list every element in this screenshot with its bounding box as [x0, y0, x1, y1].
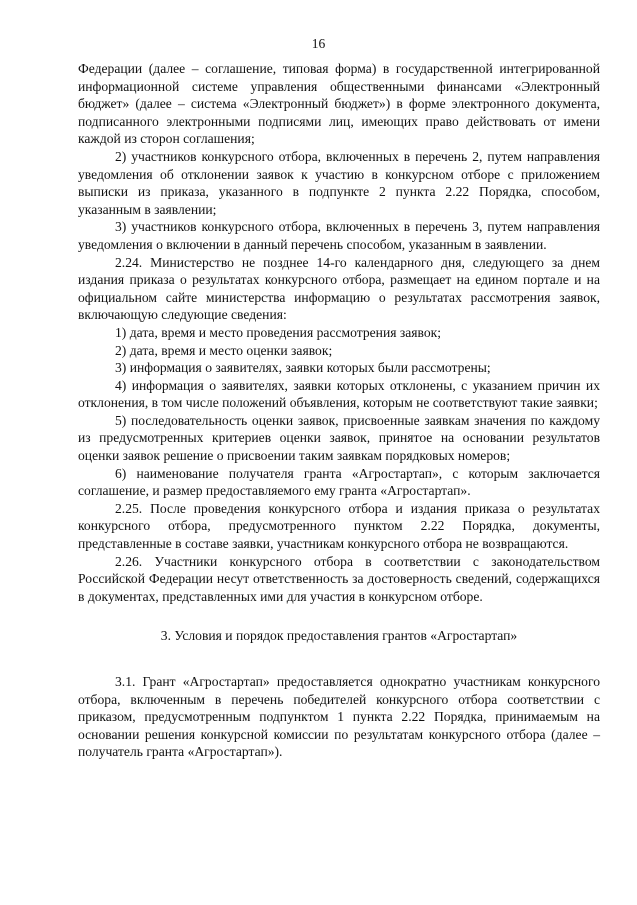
- document-body: [78, 60, 600, 761]
- list-item-2: 2) дата, время и место оценки заявок;: [115, 342, 333, 358]
- list-item-4: 4) информация о заявителях, заявки которых отклонены, с указанием причин их отклонения, в том числе положений объявления, которым не соответствуют такие заявки;: [78, 377, 600, 411]
- section-title: 3. Условия и порядок предоставления грантов «Агростартап»: [160, 628, 518, 644]
- paragraph-item-2: 2) участников конкурсного отбора, включенных в перечень 2, путем направления уведомления об отклонении заявок к участию в конкурсном отборе с приложением выписки из приказа, указанного в подпункте 2 пункта 2.22 Порядка, способом, указанным в заявлении;: [78, 148, 600, 217]
- paragraph-2-26: 2.26. Участники конкурсного отбора в соответствии с законодательством Российской Федерации несут ответственность за достоверность сведений, содержащихся в документах, представленных ими для участия в конкурсном отборе.: [78, 553, 600, 604]
- paragraph-3-1: 3.1. Грант «Агростартап» предоставляется однократно участникам конкурсного отбора, включенным в перечень победителей конкурсного отбора соответствии с приказом, предусмотренным подпунктом 1 пункта 2.22 Порядка, принимаемым на основании решения конкурсной комиссии по результатам конкурсного отбора (далее – получатель гранта «Агростартап»).: [78, 674, 600, 760]
- list-item-3: 3) информация о заявителях, заявки которых были рассмотрены;: [115, 360, 491, 376]
- paragraph-2-25: 2.25. После проведения конкурсного отбора и издания приказа о результатах конкурсного отбора, предусмотренного пунктом 2.22 Порядка, документы, представленные в составе заявки, участникам конкурсного отбора не возвращаются.: [78, 500, 600, 552]
- paragraph-2-24: 2.24. Министерство не позднее 14-го календарного дня, следующего за днем издания приказа о результатах конкурсного отбора, размещает на едином портале и на официальном сайте министерства информацию о результатах рассмотрения заявок, включающую следующие сведения:: [78, 254, 600, 323]
- list-item-6: 6) наименование получателя гранта «Агростартап», с которым заключается соглашение, и размер предоставляемого ему гранта «Агростартап».: [78, 465, 600, 499]
- page-number: 16: [311, 36, 326, 51]
- list-item-5: 5) последовательность оценки заявок, присвоенные заявкам значения по каждому из предусмотренных критериев оценки заявок, принятое на основании результатов оценки заявок решение о присвоении таким заявкам порядковых номеров;: [78, 412, 600, 464]
- list-item-1: 1) дата, время и место проведения рассмотрения заявок;: [115, 324, 442, 340]
- paragraph-continuation: Федерации (далее – соглашение, типовая форма) в государственной интегрированной информационной системе управления общественными финансами «Электронный бюджет» (далее – система «Электронный бюджет») в форме электронного документа, подписанного электронными подписями лиц, имеющих право действовать от имени каждой из сторон соглашения;: [78, 61, 600, 147]
- paragraph-item-3: 3) участников конкурсного отбора, включенных в перечень 3, путем направления уведомления о включении в данный перечень способом, указанным в заявлении.: [78, 219, 600, 252]
